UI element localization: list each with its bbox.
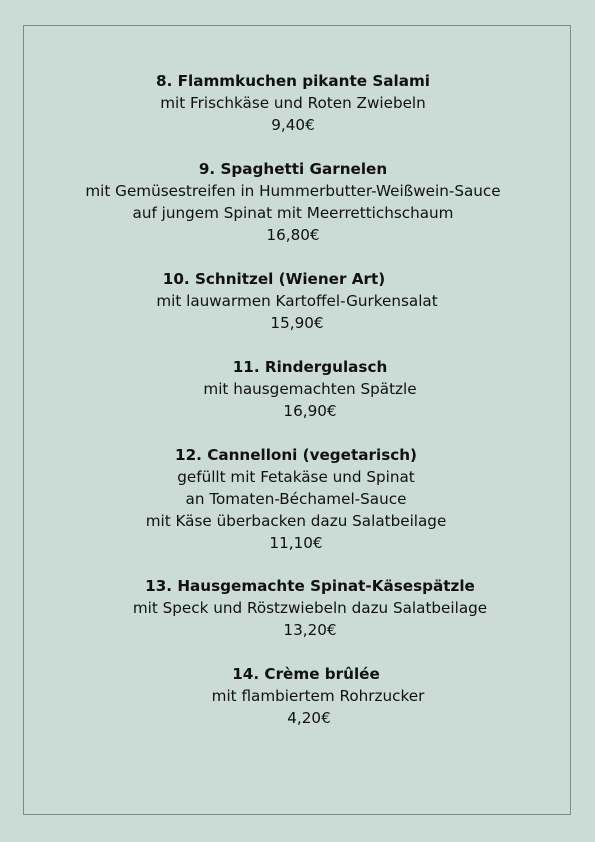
dish-description: mit Käse überbacken dazu Salatbeilage [145,512,447,530]
dish-description: auf jungem Spinat mit Meerrettichschaum [132,204,454,222]
dish-description: mit Gemüsestreifen in Hummerbutter-Weißwein-Sauce [85,182,501,200]
menu-item-12 [146,444,447,554]
menu-item-13 [133,575,487,641]
dish-name: 11. Rindergulasch [232,358,388,376]
dish-description: mit Speck und Röstzwiebeln dazu Salatbeilage [132,599,488,617]
dish-description: mit hausgemachten Spätzle [203,380,417,398]
dish-price: 13,20€ [283,621,337,639]
dish-name: 12. Cannelloni (vegetarisch) [175,446,417,464]
menu-item-9 [85,158,500,246]
dish-price: 9,40€ [271,116,315,134]
menu-item-14 [212,663,425,729]
dish-description: mit flambiertem Rohrzucker [211,687,425,705]
dish-description: mit Frischkäse und Roten Zwiebeln [160,94,426,112]
menu-item-10 [156,268,437,334]
dish-name: 9. Spaghetti Garnelen [198,160,388,178]
dish-name: 14. Crème brûlée [232,665,380,683]
dish-name: 13. Hausgemachte Spinat-Käsespätzle [145,577,475,595]
dish-price: 16,90€ [283,402,337,420]
dish-name: 8. Flammkuchen pikante Salami [156,72,430,90]
dish-description: mit lauwarmen Kartoffel-Gurkensalat [156,292,438,310]
dish-price: 11,10€ [269,534,323,552]
dish-price: 4,20€ [287,709,331,727]
menu-item-8 [156,70,430,136]
dish-description: an Tomaten-Béchamel-Sauce [185,490,407,508]
dish-description: gefüllt mit Fetakäse und Spinat [177,468,415,486]
menu-item-11 [203,356,416,422]
dish-name: 10. Schnitzel (Wiener Art) [162,270,386,288]
dish-price: 16,80€ [266,226,320,244]
dish-price: 15,90€ [270,314,324,332]
